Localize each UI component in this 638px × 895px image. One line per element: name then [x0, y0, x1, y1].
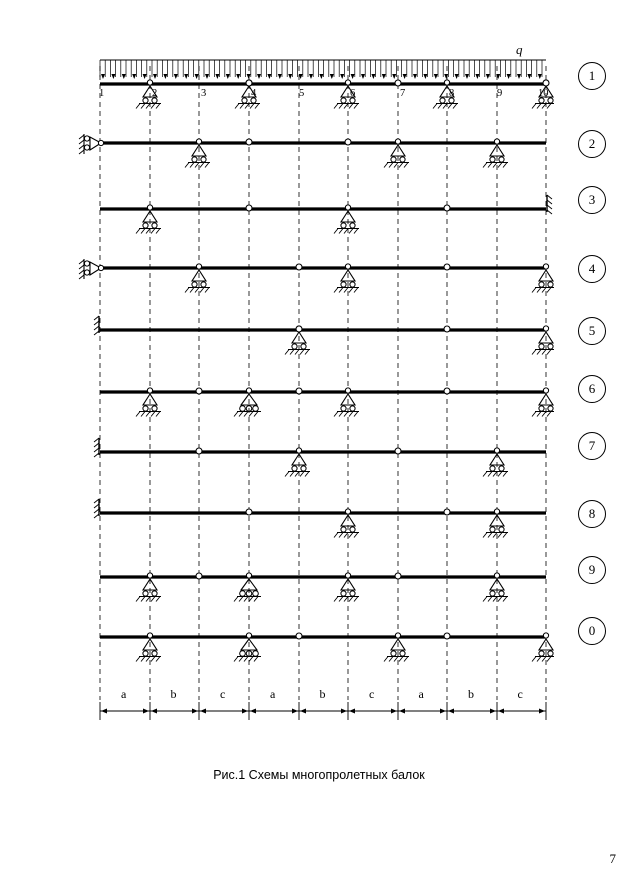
figure-caption: Рис.1 Схемы многопролетных балок: [213, 768, 425, 782]
span-label-6: c: [369, 687, 375, 701]
support-r7-1-wall-left: [94, 438, 99, 457]
hinge-r0-h2: [444, 633, 450, 639]
hinge-r6-h3: [444, 388, 450, 394]
hinge-r7-h2: [395, 448, 401, 454]
span-label-2: b: [170, 687, 177, 701]
node-label-8: 8: [449, 88, 455, 99]
load-label-q: q: [516, 42, 523, 57]
support-r8-1-wall-left: [94, 499, 99, 518]
hinge-r7-h1: [196, 448, 202, 454]
node-label-1: 1: [99, 88, 105, 99]
row-label-6: 6: [578, 375, 606, 403]
node-label-7: 7: [400, 88, 406, 99]
row-label-9: 9: [578, 556, 606, 584]
span-label-1: a: [121, 687, 127, 701]
hinge-r5-h2: [444, 326, 450, 332]
node-label-10: 10: [538, 88, 549, 99]
row-label-2: 2: [578, 130, 606, 158]
support-r5-1-wall-left: [94, 316, 99, 335]
hinge-r2-h2: [345, 139, 351, 145]
hinge-r9-h1: [196, 573, 202, 579]
hinge-r8-h1: [246, 509, 252, 515]
hinge-r6-h2: [296, 388, 302, 394]
span-label-8: b: [468, 687, 474, 701]
row-label-7: 7: [578, 432, 606, 460]
span-label-3: c: [220, 687, 226, 701]
node-label-2: 2: [152, 88, 158, 99]
node-label-9: 9: [497, 88, 503, 99]
span-label-4: a: [270, 687, 276, 701]
hinge-r3-h1: [246, 205, 252, 211]
span-label-7: a: [418, 687, 424, 701]
hinge-r2-h1: [246, 139, 252, 145]
hinge-r4-h2: [444, 264, 450, 270]
node-label-6: 6: [350, 88, 356, 99]
hinge-r5-h1: [296, 326, 302, 332]
row-label-5: 5: [578, 317, 606, 345]
support-r3-3-wall-right: [547, 195, 552, 214]
page-number: 7: [609, 851, 616, 866]
hinge-r0-h1: [296, 633, 302, 639]
hinge-r9-h2: [395, 573, 401, 579]
hinge-r8-h2: [444, 509, 450, 515]
node-label-3: 3: [201, 88, 207, 99]
row-label-1: 1: [578, 62, 606, 90]
row-label-10: 0: [578, 617, 606, 645]
hinge-r4-h1: [296, 264, 302, 270]
span-label-9: c: [517, 687, 523, 701]
node-label-5: 5: [299, 88, 305, 99]
row-label-4: 4: [578, 255, 606, 283]
span-label-5: b: [319, 687, 326, 701]
node-label-4: 4: [251, 88, 257, 99]
hinge-r1-h1: [246, 80, 252, 86]
hinge-r6-h1: [196, 388, 202, 394]
hinge-r1-h3: [543, 80, 549, 86]
hinge-r1-h2: [395, 80, 401, 86]
hinge-r3-h2: [444, 205, 450, 211]
row-label-8: 8: [578, 500, 606, 528]
row-label-3: 3: [578, 186, 606, 214]
